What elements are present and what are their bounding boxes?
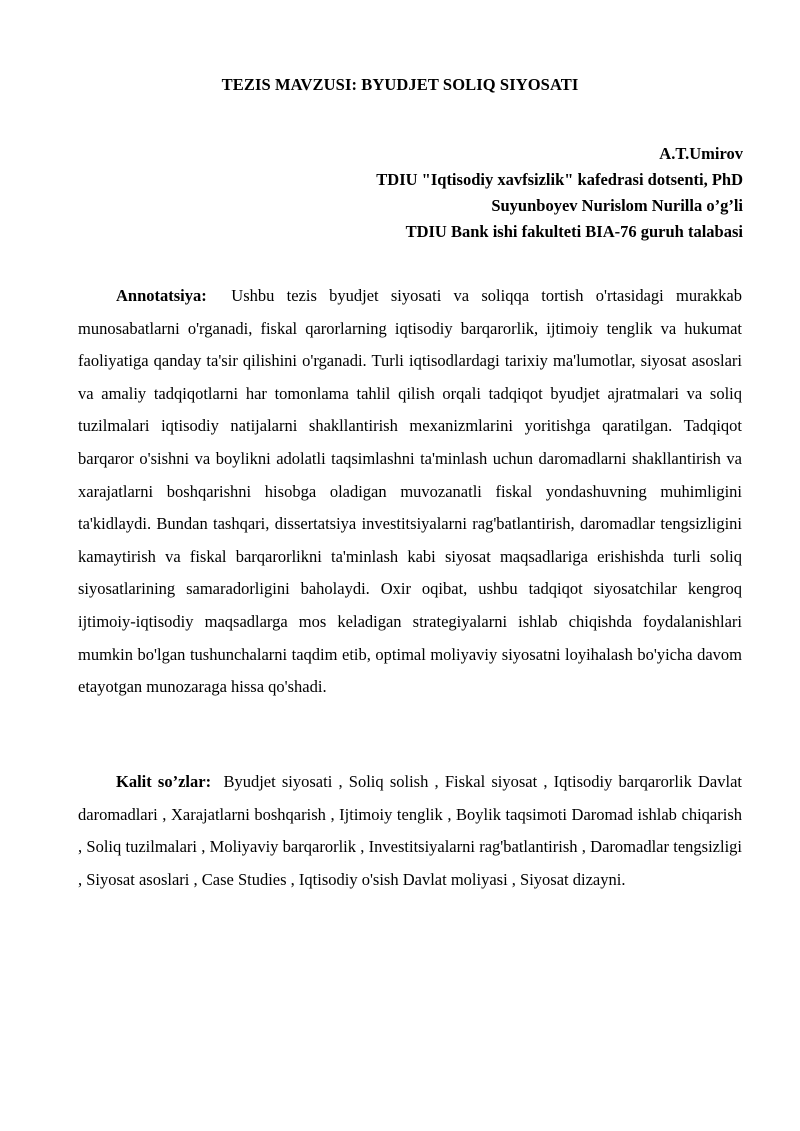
author-name-2: Suyunboyev Nurislom Nurilla o’g’li <box>491 196 743 215</box>
keywords-text: Byudjet siyosati , Soliq solish , Fiskal siyosat , Iqtisodiy barqarorlik Davlat daromadlari , Xarajatlarni boshqarish , Ijtimoiy tenglik , Boylik taqsimoti Daromad ishlab chiqarish , Soliq tuzilmalari , Moliyaviy barqarorlik , Investitsiyalarni rag'batlantirish , Daromadlar tengsizligi , Siyosat asoslari , Case Studies , Iqtisodiy o'sish Davlat moliyasi , Siyosat dizayni. <box>78 772 742 889</box>
annotation-paragraph <box>78 280 742 704</box>
author-affiliation-2: TDIU Bank ishi fakulteti BIA-76 guruh talabasi <box>405 222 743 241</box>
document-title: TEZIS MAVZUSI: BYUDJET SOLIQ SIYOSATI <box>221 75 579 94</box>
keywords-label: Kalit so’zlar: <box>116 772 212 791</box>
annotation-text: Ushbu tezis byudjet siyosati va soliqqa tortish o'rtasidagi murakkab munosabatlarni o'rganadi, fiskal qarorlarning iqtisodiy barqarorlik, ijtimoiy tenglik va hukumat faoliyatiga qanday ta'sir qilishini o'rganadi. Turli iqtisodlardagi tarixiy ma'lumotlar, siyosat asoslari va amaliy tadqiqotlarni har tomonlama tahlil qilish orqali tadqiqot byudjet ajratmalari va soliq tuzilmalari iqtisodiy natijalarni shakllantirish mexanizmlarini yoritishga qaratilgan. Tadqiqot barqaror o'sishni va boylikni adolatli taqsimlashni ta'minlash uchun daromadlarni shakllantirish va xarajatlarni boshqarishni hisobga oladigan muvozanatli fiskal yondashuvning muhimligini ta'kidlaydi. Bundan tashqari, dissertatsiya investitsiyalarni rag'batlantirish, daromadlar tengsizligini kamaytirish va fiskal barqarorlikni ta'minlash kabi siyosat maqsadlariga erishishda turli soliq siyosatlarining samaradorligini baholaydi. Oxir oqibat, ushbu tadqiqot siyosatchilar kengroq ijtimoiy-iqtisodiy maqsadlarga mos keladigan strategiyalarni ishlab chiqishda foydalanishlari mumkin bo'lgan tushunchalarni taqdim etib, optimal moliyaviy siyosatni loyihalash bo'yicha davom etayotgan munozaraga hissa qo'shadi. <box>78 286 742 697</box>
annotation-label: Annotatsiya: <box>116 286 207 305</box>
author-name-1: A.T.Umirov <box>659 144 743 163</box>
author-block <box>43 141 743 245</box>
author-affiliation-1: TDIU "Iqtisodiy xavfsizlik" kafedrasi dotsenti, PhD <box>376 170 743 189</box>
keywords-paragraph <box>78 766 742 896</box>
